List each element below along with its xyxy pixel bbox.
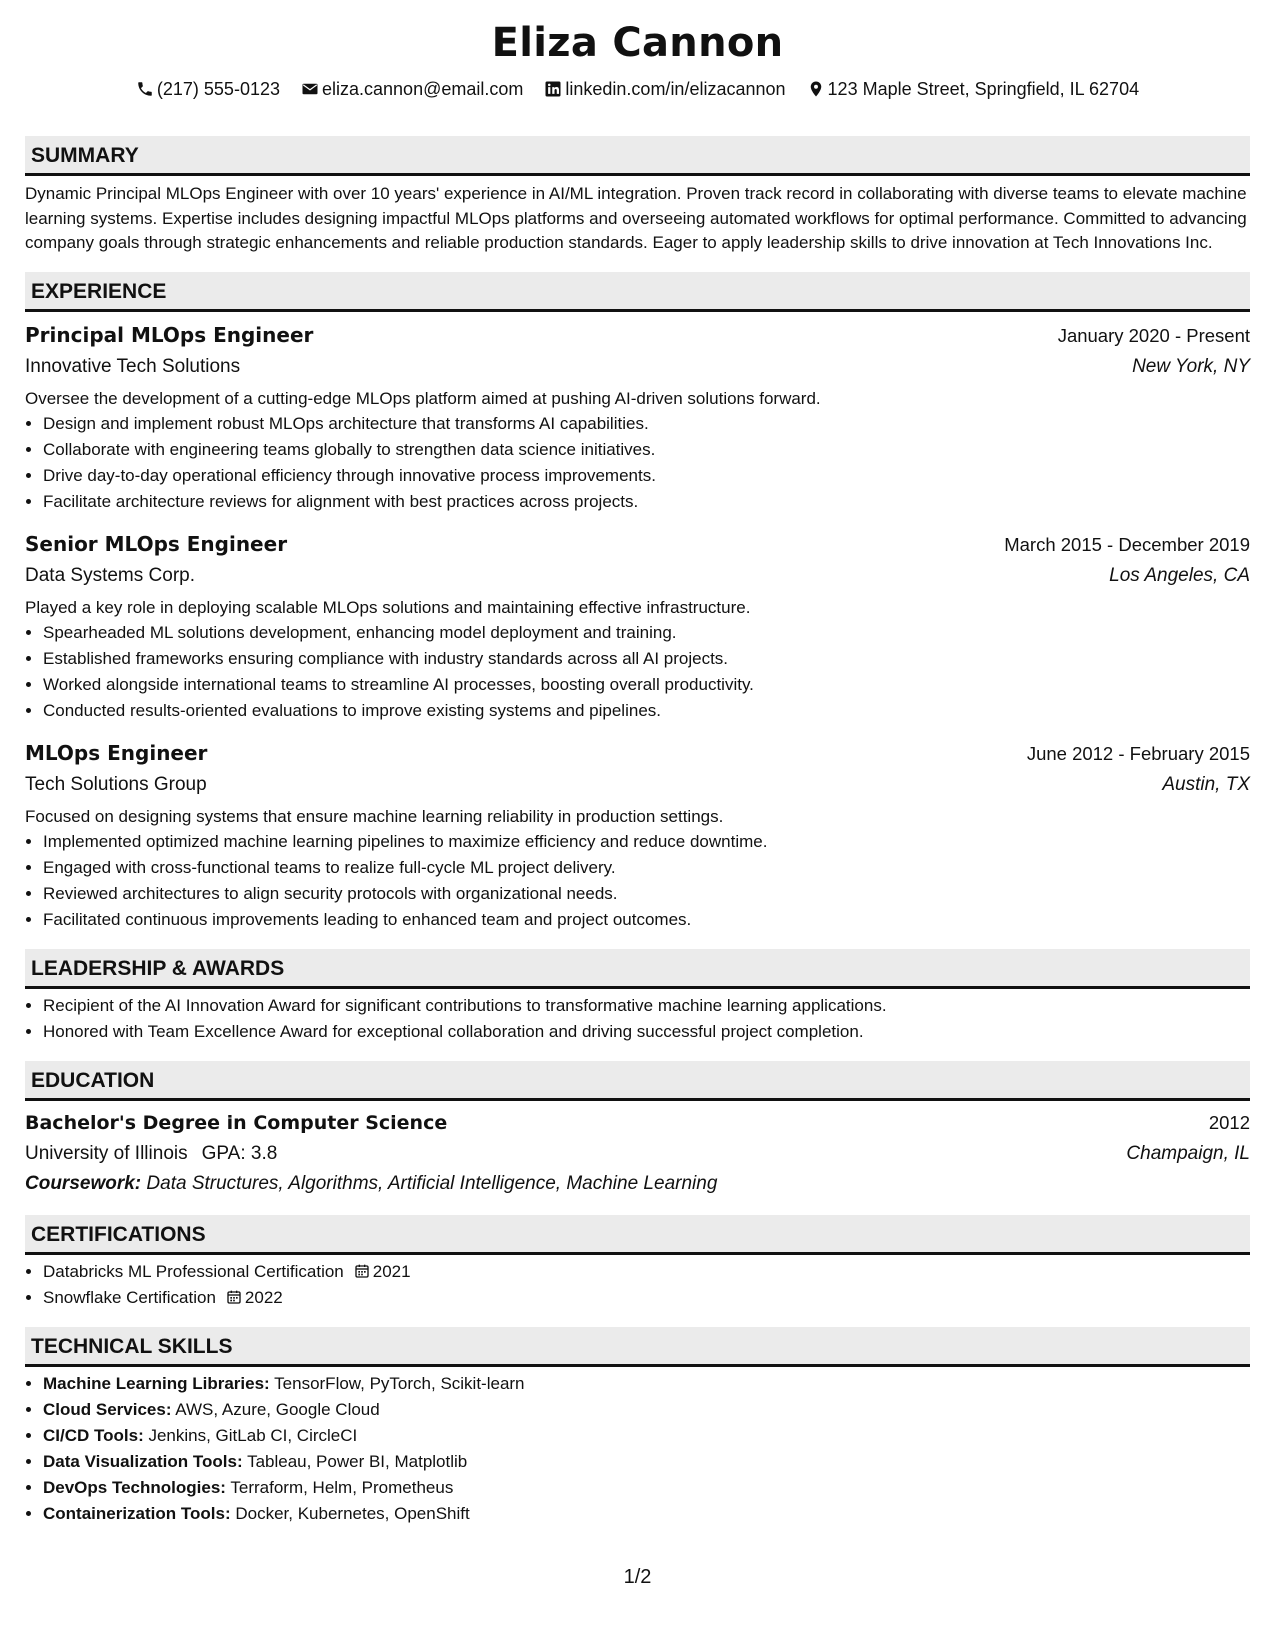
cert-date: [354, 1262, 411, 1281]
education-entry: [25, 1107, 1250, 1199]
calendar-icon: [354, 1263, 370, 1279]
skill-value: TensorFlow, PyTorch, Scikit-learn: [274, 1373, 525, 1393]
summary-section: [25, 136, 1250, 256]
email-link[interactable]: eliza.cannon@email.com: [322, 78, 524, 99]
job-company: Data Systems Corp.: [25, 564, 195, 586]
section-title: TECHNICAL SKILLS: [25, 1327, 1250, 1367]
section-title: LEADERSHIP & AWARDS: [25, 949, 1250, 989]
skill-label: Machine Learning Libraries:: [43, 1373, 270, 1393]
skill-value: Jenkins, GitLab CI, CircleCI: [148, 1425, 358, 1445]
skill-label: Data Visualization Tools:: [43, 1451, 243, 1471]
job-description: Focused on designing systems that ensure machine learning reliability in production settings.: [25, 806, 724, 826]
skill-label: DevOps Technologies:: [43, 1477, 226, 1497]
coursework: [25, 1169, 1250, 1199]
cert-year: 2022: [244, 1287, 283, 1307]
skill-item: [43, 1449, 1250, 1475]
cert-item: [43, 1259, 1250, 1285]
resume-body: [25, 136, 1250, 1527]
coursework-text: Data Structures, Algorithms, Artificial Intelligence, Machine Learning: [146, 1172, 718, 1194]
section-title: EXPERIENCE: [25, 272, 1250, 312]
job-company: Tech Solutions Group: [25, 773, 207, 795]
skill-item: [43, 1397, 1250, 1423]
cert-date: [226, 1288, 283, 1307]
map-pin-icon: [807, 80, 825, 98]
job-company: Innovative Tech Solutions: [25, 355, 241, 377]
cert-item: [43, 1285, 1250, 1311]
contact-address: [807, 79, 1140, 100]
job-role: Principal MLOps Engineer: [25, 322, 314, 347]
job-location: Los Angeles, CA: [1109, 564, 1250, 586]
job-role: MLOps Engineer: [25, 740, 208, 765]
cert-year: 2021: [372, 1261, 411, 1281]
certifications-section: [25, 1215, 1250, 1311]
job-bullet: • Spearheaded ML solutions development, enhancing model deployment and training.: [43, 620, 1250, 646]
cert-name: Snowflake Certification: [43, 1287, 216, 1307]
job-bullet: • Collaborate with engineering teams globally to strengthen data science initiatives.: [43, 437, 1250, 463]
job-bullet: • Facilitated continuous improvements leading to enhanced team and project outcomes.: [43, 907, 1250, 933]
job-description: Oversee the development of a cutting-edge MLOps platform aimed at pushing AI-driven solutions forward.: [25, 388, 821, 408]
coursework-label: Coursework:: [25, 1172, 142, 1194]
skill-label: CI/CD Tools:: [43, 1425, 144, 1445]
school-text: University of Illinois: [25, 1142, 188, 1164]
job-bullet: • Drive day-to-day operational efficiency through innovative process improvements.: [43, 463, 1250, 489]
job-location: New York, NY: [1132, 355, 1250, 377]
award-item: • Recipient of the AI Innovation Award for significant contributions to transformative machine learning applications.: [43, 993, 1250, 1019]
skill-value: Docker, Kubernetes, OpenShift: [235, 1503, 470, 1523]
skill-item: [43, 1371, 1250, 1397]
phone-icon: [136, 80, 154, 98]
section-title: SUMMARY: [25, 136, 1250, 176]
candidate-name: Eliza Cannon: [491, 20, 784, 66]
skill-item: [43, 1475, 1250, 1501]
job-entry: [25, 529, 1250, 724]
job-bullet: • Facilitate architecture reviews for alignment with best practices across projects.: [43, 489, 1250, 515]
cert-name: Databricks ML Professional Certification: [43, 1261, 344, 1281]
job-bullet: • Worked alongside international teams to streamline AI processes, boosting overall productivity.: [43, 672, 1250, 698]
job-bullet: • Reviewed architectures to align security protocols with organizational needs.: [43, 881, 1250, 907]
job-dates: June 2012 - February 2015: [1026, 742, 1250, 764]
skill-label: Containerization Tools:: [43, 1503, 231, 1523]
job-bullet: • Conducted results-oriented evaluations to improve existing systems and pipelines.: [43, 698, 1250, 724]
school-location: Champaign, IL: [1126, 1142, 1250, 1164]
section-title: CERTIFICATIONS: [25, 1215, 1250, 1255]
skill-item: [43, 1501, 1250, 1527]
linkedin-link[interactable]: linkedin.com/in/elizacannon: [565, 78, 786, 99]
job-bullet: • Engaged with cross-functional teams to realize full-cycle ML project delivery.: [43, 855, 1250, 881]
skill-value: Terraform, Helm, Prometheus: [230, 1477, 454, 1497]
job-dates: March 2015 - December 2019: [1004, 533, 1250, 555]
award-item: • Honored with Team Excellence Award for exceptional collaboration and driving successful project completion.: [43, 1019, 1250, 1045]
job-dates: January 2020 - Present: [1057, 324, 1250, 346]
job-description: Played a key role in deploying scalable MLOps solutions and maintaining effective infrastructure.: [25, 597, 751, 617]
skill-value: Tableau, Power BI, Matplotlib: [247, 1451, 468, 1471]
job-bullet: • Implemented optimized machine learning pipelines to maximize efficiency and reduce downtime.: [43, 829, 1250, 855]
job-role: Senior MLOps Engineer: [25, 531, 288, 556]
contact-bar: [0, 78, 1275, 100]
gpa: GPA: 3.8: [201, 1142, 278, 1164]
linkedin-icon: [544, 80, 562, 98]
skills-section: [25, 1327, 1250, 1527]
contact-email[interactable]: [301, 79, 523, 100]
address-text: 123 Maple Street, Springfield, IL 62704: [827, 78, 1140, 99]
job-bullet: • Established frameworks ensuring compliance with industry standards across all AI projects.: [43, 646, 1250, 672]
page-number: 1/2: [623, 1566, 652, 1588]
education-section: [25, 1061, 1250, 1199]
envelope-icon: [301, 80, 319, 98]
job-entry: [25, 738, 1250, 933]
graduation-year: 2012: [1208, 1111, 1250, 1133]
section-title: EDUCATION: [25, 1061, 1250, 1101]
summary-text: Dynamic Principal MLOps Engineer with over 10 years' experience in AI/ML integration. Proven track record in collaborating with diverse teams to elevate machine learning systems. Expertise includes designing impactful MLOps platforms and overseeing automated workflows for optimal performance. Committed to advancing company goals through strategic enhancements and reliable production standards. Eager to apply leadership skills to drive innovation at Tech Innovations Inc.: [25, 184, 1247, 252]
calendar-icon: [226, 1289, 242, 1305]
awards-section: [25, 949, 1250, 1045]
job-bullet: • Design and implement robust MLOps architecture that transforms AI capabilities.: [43, 411, 1250, 437]
degree-name: Bachelor's Degree in Computer Science: [25, 1111, 448, 1134]
experience-section: [25, 272, 1250, 933]
job-entry: [25, 320, 1250, 515]
contact-linkedin[interactable]: [544, 79, 785, 100]
contact-phone: [136, 79, 280, 100]
skill-label: Cloud Services:: [43, 1399, 172, 1419]
job-location: Austin, TX: [1162, 773, 1250, 795]
school-name: [25, 1138, 277, 1169]
skill-item: [43, 1423, 1250, 1449]
skill-value: AWS, Azure, Google Cloud: [175, 1399, 380, 1419]
phone-text: (217) 555-0123: [156, 78, 280, 99]
